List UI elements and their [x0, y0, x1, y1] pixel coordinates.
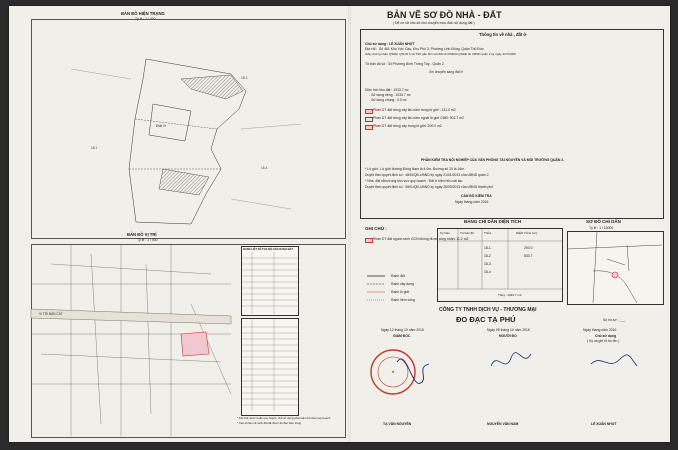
- note-swatch: [365, 238, 373, 243]
- area-row-2-parcel: 18-2: [484, 254, 491, 258]
- owner-label: Chủ sử dụng :: [365, 42, 389, 46]
- area-private: - Sử dụng riêng : 1033.7 m²: [369, 93, 411, 97]
- hatched-strip-lower: [159, 169, 209, 195]
- company-line-1: CÔNG TY TNHH DỊCH VỤ - THƯƠNG MẠI: [439, 307, 537, 313]
- verify-1: * Lộ giới : Lộ giới đường Đông Nam là 4.0m, Đường số 10 là 16m.: [365, 167, 465, 171]
- part-3: Phần DT đất trồng cây trong lộ giới: 200.0 m2: [373, 124, 442, 128]
- drawing-sheet: [9, 6, 670, 442]
- coord-table-2-grid: [242, 319, 298, 415]
- hatched-road-strip: [181, 75, 243, 99]
- main-title: BẢN VẼ SƠ ĐỒ NHÀ - ĐẤT: [387, 10, 502, 20]
- part-1-swatch: [365, 109, 373, 114]
- coord-table-title: BẢNG LIỆT KÊ TỌA ĐỘ GÓC RANH ĐẤT: [243, 248, 293, 251]
- coord-table-grid: [242, 252, 298, 316]
- verify-3: * Nhà, đất nằm trong khu vực quy hoạch : Đất ở hiện hữu cải tạo: [365, 179, 463, 183]
- locator-scale: Tỷ lệ : 1 / 10000: [589, 226, 614, 230]
- signer-name-1: TẠ VĂN NGUYÊN: [383, 422, 412, 426]
- company-stamp: [367, 342, 447, 402]
- verify-header: PHẦN KIỂM TRA NỘI NGHIỆP CỦA VĂN PHÒNG TÀI NGUYÊN VÀ MÔI TRƯỜNG QUẬN 2.: [421, 158, 565, 162]
- coord-table-1: [241, 246, 299, 316]
- locator-title: SƠ ĐỒ CHỈ DẪN: [586, 219, 621, 224]
- legend-lines: [367, 274, 387, 314]
- locator-map: [567, 231, 662, 303]
- doc-number: Số hồ sơ : ___: [603, 318, 626, 322]
- parcel-line: Tờ bản đồ số : 34 Phường Bình Trưng Tây - Quận 2: [365, 62, 444, 66]
- check-officer: CÁN BỘ KIỂM TRA: [461, 194, 492, 198]
- owner-signature: [589, 346, 639, 376]
- left-note-1: * Khi nhà nước hoặc quy hoạch, chủ sử dụng phải tuân thủ theo quy hoạch: [237, 416, 331, 420]
- part-1: Phần DT đất trồng cây lâu năm trong lộ giới : 131.0 m2: [373, 108, 456, 112]
- land-use: Xin chuyển sang đất ở: [429, 70, 463, 74]
- parcel-plan: [31, 19, 344, 237]
- svg-text:18-4: 18-4: [261, 166, 268, 170]
- part-2: Phần DT đất trồng cây lâu năm ngoài lộ giới CMĐ: 902.7 m2: [373, 116, 464, 120]
- address-label: Địa chỉ :: [365, 47, 378, 51]
- area-row-1-parcel: 18-1: [484, 246, 491, 250]
- info-header: Thông tin về nhà , đất ở: [479, 32, 527, 37]
- check-date: Ngày tháng năm 2016: [455, 200, 489, 204]
- note-title: GHI CHÚ :: [365, 226, 387, 231]
- total-area: Diện tích khu đất : 1033.7 m²: [365, 88, 409, 92]
- sign-date-2: Ngày 05 tháng 10 năm 2016: [487, 328, 530, 332]
- note-line: Phần DT đất nguồn ranh GCN không được công nhận: 11.2 m2: [373, 237, 469, 241]
- area-table-h2: Thửa: [484, 231, 492, 235]
- certificate-line: Giấy chứng nhận QSDĐ, QSHN ở và TSK gắn liền với đất số 000000 QSDĐ do UBND quận 2 ký ngày 21/7/2005: [365, 52, 516, 56]
- location-map-scale: Tỷ lệ : 1 / 000: [137, 238, 158, 242]
- sign-date-1: Ngày 12 tháng 10 năm 2016: [381, 328, 424, 332]
- area-table-title: BẢNG CHỈ DẪN DIỆN TÍCH: [464, 219, 521, 224]
- verify-4: Duyệt theo quyết định số : 5501/QĐ-UBND ký ngày 26/09/2013 của UBND thành phố: [365, 185, 494, 189]
- legend-3: Ranh lộ giới: [391, 290, 410, 294]
- location-map-title: BẢN ĐỒ VỊ TRÍ: [127, 232, 157, 237]
- legend-1: Ranh đất: [391, 274, 405, 278]
- parcel-highlight: [181, 332, 209, 356]
- surveyor-signature: [487, 346, 537, 376]
- page-fold: [348, 6, 351, 442]
- area-row-4-parcel: 18-4: [484, 270, 491, 274]
- area-table-h1: Tờ bản đồ: [460, 231, 474, 235]
- role-2: NGƯỜI ĐO: [499, 334, 517, 338]
- signer-name-2: NGUYỄN VĂN NAM: [487, 422, 519, 426]
- sign-date-3: Ngày tháng năm 2016: [583, 328, 617, 332]
- company-line-2: ĐO ĐẠC TẠ PHÚ: [456, 315, 516, 324]
- main-subtitle: ( Để cơ sở cho sở cho chuyển mục đích sử dụng đất ): [393, 21, 475, 25]
- area-row-2-area: 833.7: [524, 254, 533, 258]
- svg-text:★: ★: [391, 369, 395, 374]
- role-1: GIÁM ĐỐC: [393, 334, 411, 338]
- svg-text:VI TRÍ BẢN CÁT: VI TRÍ BẢN CÁT: [39, 312, 63, 316]
- current-map-scale: Tỷ lệ : 1 / 400: [135, 17, 156, 21]
- legend-4: Ranh hẻm công: [391, 298, 415, 302]
- legend-2: Ranh xây dựng: [391, 282, 415, 286]
- left-note-2: * Các số liệu về ranh đất đã được đo đạc hiện trạng: [237, 421, 302, 425]
- svg-text:Đất ở: Đất ở: [156, 123, 166, 128]
- area-table: [437, 228, 563, 302]
- owner-name: LÊ XUÂN NHỰT: [389, 42, 415, 46]
- current-map-title: BẢN ĐỒ HIỆN TRẠNG: [121, 11, 165, 16]
- role-3-note: ( Ký và ghi rõ họ tên ): [587, 339, 620, 343]
- address-value: Số 461 Khu Vực Cầu, Khu Phố 3, Phường Linh Đông, Quận Thủ Đức: [379, 47, 484, 51]
- svg-text:18-3: 18-3: [241, 76, 248, 80]
- area-shared: - Sử dụng chung : 0.0 m²: [369, 98, 407, 102]
- svg-text:18-1: 18-1: [91, 146, 98, 150]
- area-table-h3: DIỆN TÍCH (m²): [516, 231, 538, 235]
- verify-2: Duyệt theo quyết định số : 4840/QĐ-UBND ký ngày 21/01/2013 của UBND quận 2.: [365, 173, 490, 177]
- role-3: Chủ sử dụng: [595, 334, 617, 338]
- area-row-3-parcel: 18-3: [484, 262, 491, 266]
- signer-name-3: LÊ XUÂN NHỰT: [591, 422, 617, 426]
- area-row-1-area: 200.0: [524, 246, 533, 250]
- area-table-h0: Ký hiệu: [440, 231, 451, 235]
- part-2-swatch: [365, 117, 373, 122]
- area-table-grid: [438, 229, 562, 301]
- area-table-total: Tổng : 1033.7 m2: [498, 293, 522, 297]
- part-3-swatch: [365, 125, 373, 130]
- coord-table-2: [241, 318, 299, 416]
- locator-marker: [612, 272, 618, 278]
